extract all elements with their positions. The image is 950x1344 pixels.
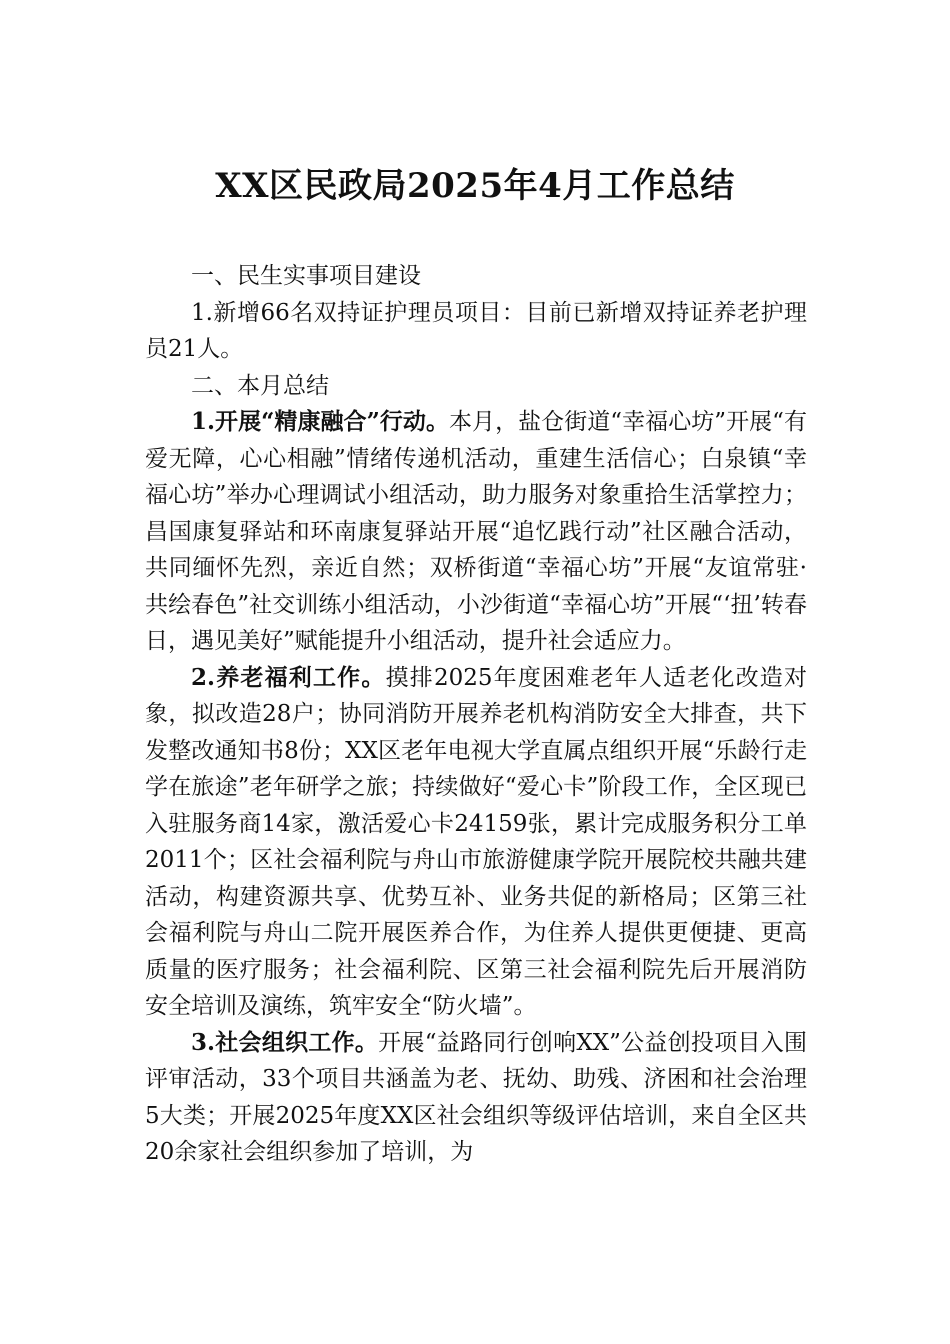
document-title: XX区民政局2025年4月工作总结 [215,166,735,206]
paragraph-lead: 1.开展“精康融合”行动。 [191,408,449,435]
paragraph-text: 1.新增66名双持证护理员项目：目前已新增双持证养老护理员21人。 [145,299,807,362]
paragraph-project-item [145,295,807,368]
section-heading-1: 一、民生实事项目建设 [191,263,421,289]
paragraph-text: 开展“益路同行创响XX”公益创投项目入围评审活动，33个项目共涵盖为老、抚幼、助残、济困和社会治理5大类；开展2025年度XX区社会组织等级评估培训，来自全区共20余家社会组织参加了培训，为 [145,1029,808,1165]
paragraph-social-organizations [145,1025,807,1171]
paragraph-elderly-welfare [145,660,807,1025]
section-heading-2: 二、本月总结 [191,372,329,399]
document-body [145,258,807,1171]
paragraph-lead: 3.社会组织工作。 [191,1028,379,1056]
paragraph-mental-health [145,404,807,660]
paragraph-text: 摸排2025年度困难老年人适老化改造对象，拟改造28户；协同消防开展养老机构消防安全大排查，共下发整改通知书8份；XX区老年电视大学直属点组织开展“乐龄行走学在旅途”老年研学之旅；持续做好“爱心卡”阶段工作，全区现已入驻服务商14家，激活爱心卡24159张，累计完成服务积分工单2011个；区社会福利院与舟山市旅游健康学院开展院校共融共建活动，构建资源共享、优势互补、业务共促的新格局；区第三社会福利院与舟山二院开展医养合作，为住养人提供更便捷、更高质量的医疗服务；社会福利院、区第三社会福利院先后开展消防安全培训及演练，筑牢安全“防火墙”。 [145,664,807,1019]
paragraph-text: 本月，盐仓街道“幸福心坊”开展“有爱无障，心心相融”情绪传递机活动，重建生活信心；白泉镇“幸福心坊”举办心理调试小组活动，助力服务对象重拾生活掌控力；昌国康复驿站和环南康复驿站开展“追忆践行动”社区融合活动，共同缅怀先烈，亲近自然；双桥街道“幸福心坊”开展“友谊常驻·共绘春色”社交训练小组活动，小沙街道“幸福心坊”开展“‘扭’转春日，遇见美好”赋能提升小组活动，提升社会适应力。 [145,409,807,654]
paragraph-lead: 2.养老福利工作。 [191,663,386,691]
